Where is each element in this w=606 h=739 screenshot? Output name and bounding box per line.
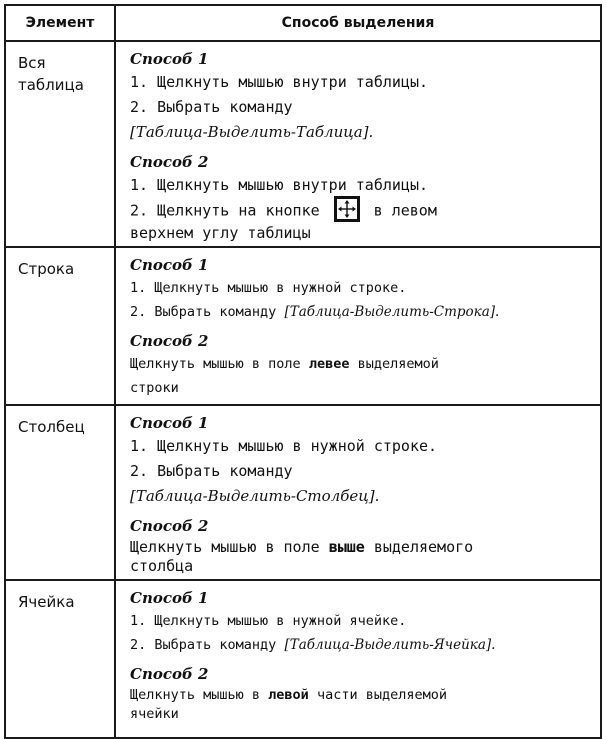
selection-methods-table (4, 4, 602, 739)
method-text: части выделяемой (308, 687, 447, 703)
command-path: [Таблица-Выделить-Столбец]. (130, 487, 380, 505)
method-title: Способ 1 (130, 414, 209, 432)
element-cell: Столбец (5, 405, 115, 580)
method-text: 2. Щелкнуть на кнопке (130, 201, 320, 220)
header-method: Способ выделения (115, 5, 601, 41)
method-line (130, 300, 594, 324)
method-line: 2. Выбрать команду (130, 462, 293, 480)
method-cell (115, 405, 601, 580)
method-text: 2. Выбрать команду (130, 637, 285, 653)
method-title: Способ 1 (130, 256, 209, 274)
method-text: выделяемой (349, 356, 439, 372)
table-row (5, 580, 601, 738)
emphasis-text: левее (308, 356, 350, 372)
method-line: верхнем углу таблицы (130, 224, 311, 242)
element-cell: Строка (5, 247, 115, 405)
method-title: Способ 1 (130, 589, 209, 607)
table-row (5, 41, 601, 247)
method-text: в левом (373, 201, 437, 220)
method-line: 1. Щелкнуть мышью внутри таблицы. (130, 73, 429, 91)
command-path: [Таблица-Выделить-Таблица]. (130, 123, 374, 141)
move-table-icon (334, 196, 360, 222)
method-line (130, 352, 594, 376)
command-path: [Таблица-Выделить-Строка]. (284, 304, 500, 320)
method-text: Щелкнуть мышью в (130, 687, 269, 703)
method-line: 1. Щелкнуть мышью в нужной строке. (130, 280, 407, 296)
method-line (130, 198, 594, 224)
header-row (5, 5, 601, 41)
method-title: Способ 2 (130, 665, 209, 683)
method-cell (115, 580, 601, 738)
method-text: Щелкнуть мышью в поле (130, 356, 309, 372)
element-cell: Ячейка (5, 580, 115, 738)
method-line: ячейки (130, 706, 179, 722)
method-line: 1. Щелкнуть мышью внутри таблицы. (130, 176, 429, 194)
method-line (130, 685, 594, 705)
header-element: Элемент (5, 5, 115, 41)
command-path: [Таблица-Выделить-Ячейка]. (284, 637, 496, 653)
emphasis-text: выше (328, 538, 365, 556)
method-line: строки (130, 380, 179, 396)
emphasis-text: левой (268, 687, 309, 703)
method-cell (115, 41, 601, 247)
method-title: Способ 2 (130, 332, 209, 350)
method-title: Способ 1 (130, 50, 209, 68)
method-line (130, 633, 594, 657)
method-cell (115, 247, 601, 405)
method-line: столбца (130, 557, 194, 575)
method-line: 2. Выбрать команду (130, 98, 293, 116)
table-row (5, 405, 601, 580)
method-line: 1. Щелкнуть мышью в нужной ячейке. (130, 613, 407, 629)
method-line: 1. Щелкнуть мышью в нужной строке. (130, 437, 438, 455)
method-text: выделяемого (364, 538, 474, 556)
method-title: Способ 2 (130, 517, 209, 535)
method-text: Щелкнуть мышью в поле (130, 538, 329, 556)
method-title: Способ 2 (130, 153, 209, 171)
method-text: 2. Выбрать команду (130, 304, 285, 320)
element-cell: Вся таблица (5, 41, 115, 247)
table-row (5, 247, 601, 405)
method-line (130, 537, 594, 557)
